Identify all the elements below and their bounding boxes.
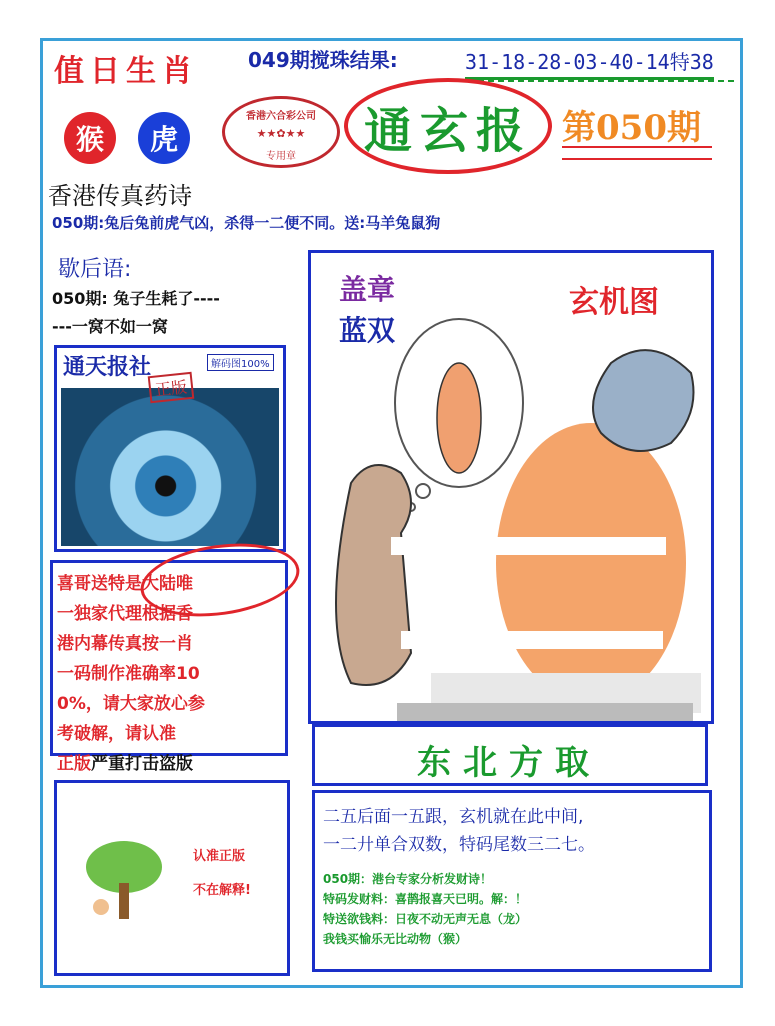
- paper-name-text: 通玄报: [363, 102, 532, 159]
- notice-line: 0%，请大家放心参: [57, 694, 205, 714]
- riddle-line-2: 一二廾单合双数，特码尾数三二七。: [323, 835, 595, 855]
- child-figure: [93, 899, 109, 915]
- fax-poem-title: 香港传真药诗: [48, 182, 192, 210]
- egg-shape: [496, 423, 686, 703]
- mystery-cartoon: [311, 253, 711, 721]
- bear-figure: [336, 465, 411, 685]
- notice-line: 考破解，请认准: [57, 724, 176, 744]
- seal-stars: ★★✿★★: [256, 127, 306, 140]
- riddle-sub-1: 050期：港台专家分析发财诗！: [323, 872, 493, 886]
- genuine-stamp: 正版: [148, 372, 195, 403]
- tree-illustration: [79, 837, 169, 927]
- clock-image: [61, 388, 279, 546]
- notice-last-line: [57, 749, 281, 779]
- xiehou-line-1: 050期: 兔子生耗了----: [52, 289, 220, 308]
- riddle-sub-4: 我钱买愉乐无比动物（猴）: [323, 932, 468, 946]
- zodiac-badge-text: 猴: [75, 123, 104, 156]
- poem-line: 050期:兔后兔前虎气凶，杀得一二便不同。送:马羊兔鼠狗: [52, 214, 441, 232]
- notice-antipiracy: 严重打击盗版: [91, 754, 193, 774]
- xiehou-line-2: ---一窝不如一窝: [52, 317, 168, 336]
- seal-arc-text: 香港六合彩公司: [246, 111, 316, 122]
- zodiac-badge-tiger: [138, 112, 190, 164]
- direction-panel: [312, 724, 708, 786]
- draw-result-numbers: 31-18-28-03-40-14特38: [465, 46, 714, 80]
- paper-name: [344, 78, 552, 174]
- direction-text: 东北方取: [417, 743, 601, 783]
- zodiac-badge-text: 虎: [149, 123, 178, 156]
- white-strip: [401, 631, 663, 649]
- riddle-line-1: 二五后面一五跟，玄机就在此中间,: [323, 807, 584, 827]
- white-strip: [391, 537, 666, 555]
- riddle-panel: [312, 790, 712, 972]
- goat-head: [593, 350, 694, 451]
- issue-number: 第050期: [562, 108, 701, 148]
- gray-bar: [397, 703, 693, 721]
- label-gaizhang: 盖章: [339, 273, 396, 306]
- xiehou-title: 歇后语:: [58, 257, 132, 282]
- tree-trunk: [119, 883, 129, 919]
- zodiac-title: 值日生肖: [54, 54, 198, 89]
- result-dash-divider: [468, 80, 734, 82]
- genuine-text: 认准正版: [193, 849, 246, 864]
- clock-panel-tag: 解码图100%: [207, 354, 274, 371]
- notice-line: 港内幕传真按一肖: [57, 634, 193, 654]
- seal-use-text: 专用章: [266, 151, 296, 162]
- issue-underline: [562, 146, 712, 160]
- riddle-sub-2: 特码发财料：喜鹊报喜天已明。解：！: [323, 892, 528, 906]
- label-lanshuang: 蓝双: [339, 314, 396, 347]
- wrapped-figure: [437, 363, 481, 473]
- label-xuanji: 玄机图: [569, 285, 659, 320]
- clock-panel: [54, 345, 286, 552]
- notice-line: 一独家代理根据香: [57, 604, 193, 624]
- mystery-panel: [308, 250, 714, 724]
- riddle-sub-3: 特送欲钱料：日夜不动无声无息（龙）: [323, 912, 528, 926]
- draw-result-label: 049期搅珠结果:: [248, 48, 398, 72]
- notice-line: 喜哥送特是大陆唯: [57, 574, 193, 594]
- genuine-panel: [54, 780, 290, 976]
- clock-panel-title: 通天报社: [63, 354, 152, 380]
- company-seal: [222, 96, 340, 168]
- thought-dot: [416, 484, 430, 498]
- notice-genuine: 正版: [57, 754, 91, 774]
- notice-line: 一码制作准确率10: [57, 664, 200, 684]
- zodiac-badge-monkey: [64, 112, 116, 164]
- no-explain-text: 不在解释!: [193, 883, 251, 898]
